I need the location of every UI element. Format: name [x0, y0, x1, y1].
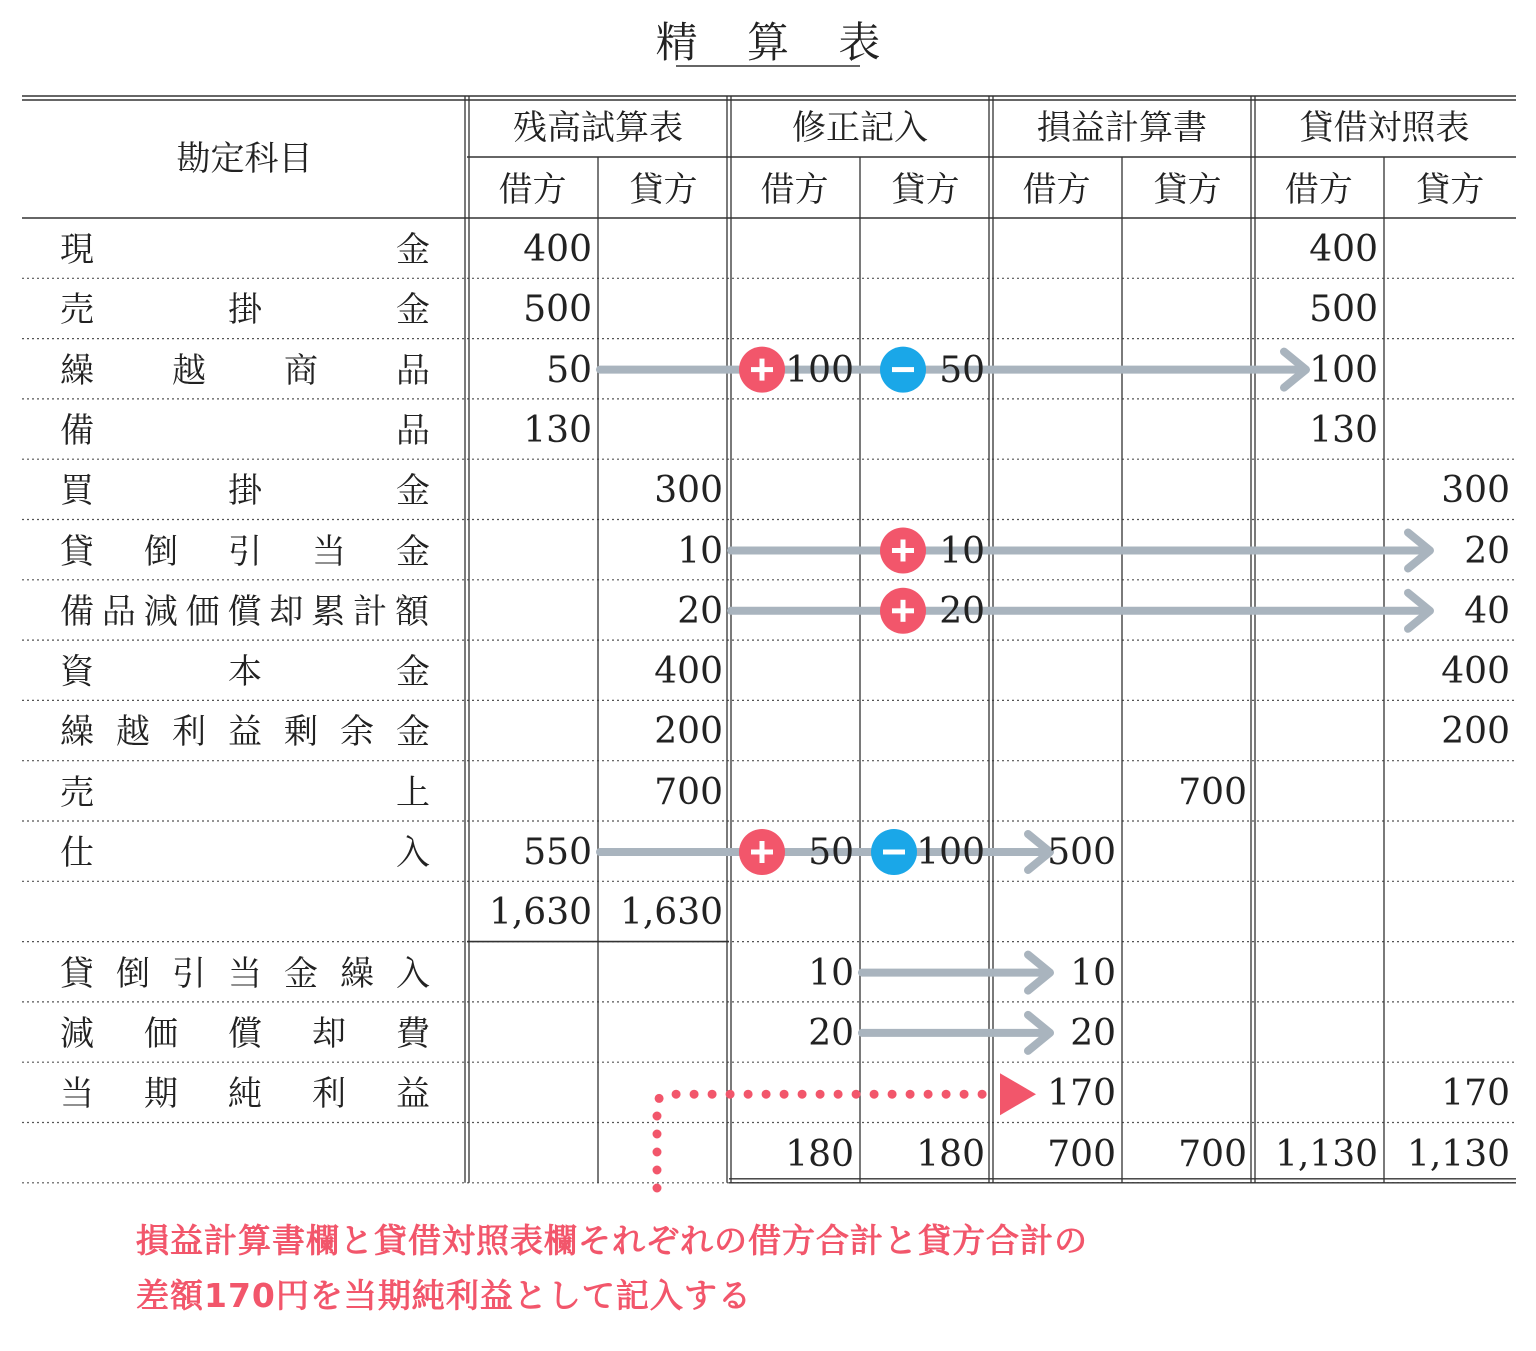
- cell-value: 20: [808, 1012, 854, 1054]
- cell-value: 180: [916, 1133, 985, 1175]
- cell-value: 500: [1309, 289, 1378, 331]
- cell-value: 50: [808, 832, 854, 873]
- cell-value: 180: [785, 1133, 854, 1175]
- cell-value: 1,130: [1274, 1133, 1378, 1175]
- header-credit: 貸方: [891, 170, 960, 210]
- cell-value: 20: [939, 590, 985, 632]
- account-name: 売 上: [60, 772, 430, 813]
- cell-value: 130: [1309, 409, 1378, 451]
- cell-value: 700: [1047, 1133, 1116, 1175]
- header-group-3: 損益計算書: [1037, 108, 1207, 148]
- cell-value: 200: [654, 711, 723, 753]
- cell-value: 1,630: [488, 892, 592, 934]
- cell-value: 10: [808, 952, 854, 994]
- header-credit: 貸方: [1153, 170, 1222, 210]
- account-name: 資 本 金: [60, 652, 430, 693]
- header-account-title: 勘定科目: [176, 139, 313, 179]
- cell-value: 170: [1441, 1073, 1510, 1115]
- cell-value: 130: [523, 409, 592, 451]
- cell-value: 400: [1441, 651, 1510, 693]
- cell-value: 400: [523, 229, 592, 270]
- cell-value: 40: [1464, 590, 1510, 632]
- account-name: 現 金: [60, 230, 430, 270]
- cell-value: 1,130: [1406, 1133, 1510, 1175]
- header-group-4: 貸借対照表: [1299, 108, 1470, 148]
- cell-value: 100: [1309, 349, 1378, 391]
- account-name: 買 掛 金: [60, 471, 430, 512]
- cell-value: 300: [654, 470, 723, 512]
- cell-value: 20: [677, 590, 723, 632]
- header-debit: 借方: [1284, 170, 1353, 210]
- cell-value: 400: [654, 651, 723, 693]
- header-group-1: 残高試算表: [513, 108, 683, 148]
- cell-value: 200: [1441, 711, 1510, 753]
- account-name: 当 期 純 利 益: [60, 1074, 430, 1115]
- note-line-1: 損益計算書欄と貸借対照表欄それぞれの借方合計と貸方合計の: [136, 1221, 1088, 1260]
- cell-value: 20: [1464, 530, 1510, 572]
- header-credit: 貸方: [1416, 170, 1485, 210]
- cell-value: 500: [1047, 832, 1116, 873]
- account-name: 繰 越 商 品: [60, 350, 430, 391]
- header-debit: 借方: [760, 170, 829, 210]
- cell-value: 10: [1070, 952, 1116, 994]
- cell-value: 50: [546, 349, 592, 391]
- worksheet-title: 精 算 表: [655, 18, 899, 67]
- cell-value: 550: [523, 832, 592, 873]
- cell-value: 10: [677, 530, 723, 572]
- cell-value: 20: [1070, 1012, 1116, 1054]
- note-line-2: 差額170円を当期純利益として記入する: [136, 1276, 752, 1315]
- account-name: 仕 入: [60, 833, 430, 873]
- cell-value: 100: [785, 349, 854, 391]
- cell-value: 700: [654, 771, 723, 813]
- account-name: 売 掛 金: [60, 290, 430, 331]
- cell-value: 700: [1178, 771, 1247, 813]
- header-credit: 貸方: [629, 170, 698, 210]
- cell-value: 10: [939, 530, 985, 572]
- account-name: 貸 倒 引 当 金: [60, 531, 430, 572]
- account-name: 貸 倒 引 当 金 繰 入: [60, 953, 430, 994]
- header-group-2: 修正記入: [792, 108, 928, 148]
- account-name: 減 価 償 却 費: [60, 1013, 430, 1054]
- cell-value: 100: [916, 832, 985, 873]
- account-name: 備 品 減 価 償 却 累 計 額: [60, 591, 430, 632]
- header-debit: 借方: [498, 170, 567, 210]
- cell-value: 50: [939, 349, 985, 391]
- header-debit: 借方: [1022, 170, 1091, 210]
- cell-value: 1,630: [619, 892, 723, 934]
- cell-value: 700: [1178, 1133, 1247, 1175]
- cell-value: 500: [523, 289, 592, 331]
- account-name: 備 品: [60, 410, 430, 451]
- cell-value: 300: [1441, 470, 1510, 512]
- cell-value: 170: [1047, 1073, 1116, 1115]
- account-name: 繰 越 利 益 剰 余 金: [60, 712, 430, 753]
- cell-value: 400: [1309, 229, 1378, 270]
